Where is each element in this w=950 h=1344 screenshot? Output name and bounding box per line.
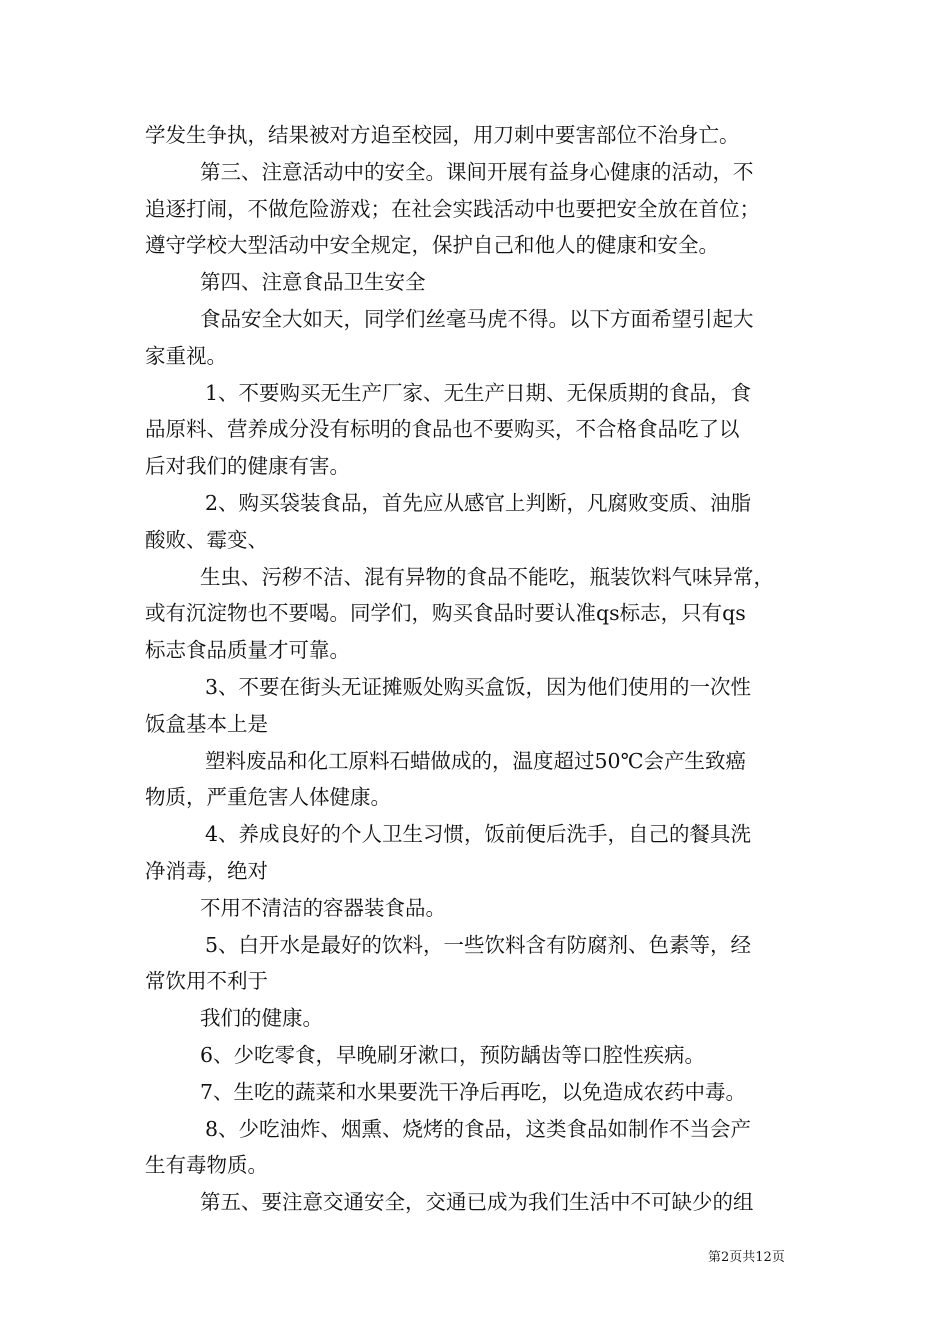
document-body — [145, 117, 813, 1221]
list-item: 4、养成良好的个人卫生习惯，饭前便后洗手，自己的餐具洗 — [205, 822, 752, 847]
text-line: 酸败、霉变、 — [145, 527, 268, 552]
text-line: 第三、注意活动中的安全。课间开展有益身心健康的活动，不 — [200, 159, 754, 184]
text-line: 我们的健康。 — [200, 1006, 323, 1031]
list-item: 8、少吃油炸、烟熏、烧烤的食品，这类食品如制作不当会产 — [205, 1116, 752, 1141]
text-line: 生虫、污秽不洁、混有异物的食品不能吃，瓶装饮料气味异常， — [200, 564, 774, 589]
list-item: 6、少吃零食，早晚刷牙漱口，预防龋齿等口腔性疾病。 — [200, 1042, 706, 1067]
text-line: 家重视。 — [145, 343, 227, 368]
section-heading: 第五、要注意交通安全，交通已成为我们生活中不可缺少的组 — [200, 1190, 754, 1215]
text-line: 食品安全大如天，同学们丝毫马虎不得。以下方面希望引起大 — [200, 306, 754, 331]
list-item: 5、白开水是最好的饮料，一些饮料含有防腐剂、色素等，经 — [205, 932, 752, 957]
list-item: 7、生吃的蔬菜和水果要洗干净后再吃，以免造成农药中毒。 — [200, 1079, 747, 1104]
page-number: 第2页共12页 — [708, 1250, 785, 1265]
text-line: 遵守学校大型活动中安全规定，保护自己和他人的健康和安全。 — [145, 233, 719, 258]
text-line: 饭盒基本上是 — [145, 711, 268, 736]
text-line: 塑料废品和化工原料石蜡做成的，温度超过50℃会产生致癌 — [205, 748, 747, 773]
text-line: 物质，严重危害人体健康。 — [145, 785, 391, 810]
text-line: 学发生争执，结果被对方追至校园，用刀刺中要害部位不治身亡。 — [145, 123, 740, 147]
text-line: 标志食品质量才可靠。 — [145, 638, 350, 663]
list-item: 2、购买袋装食品，首先应从感官上判断，凡腐败变质、油脂 — [205, 490, 752, 515]
text-line: 净消毒，绝对 — [145, 858, 268, 883]
text-line: 或有沉淀物也不要喝。同学们，购买食品时要认准qs标志，只有qs — [145, 601, 746, 626]
text-line: 生有毒物质。 — [145, 1153, 268, 1178]
text-line: 品原料、营养成分没有标明的食品也不要购买，不合格食品吃了以 — [145, 417, 740, 442]
list-item: 3、不要在街头无证摊贩处购买盒饭，因为他们使用的一次性 — [205, 674, 752, 699]
text-line: 追逐打闹，不做危险游戏；在社会实践活动中也要把安全放在首位； — [145, 196, 760, 221]
section-heading: 第四、注意食品卫生安全 — [200, 270, 426, 295]
text-line: 不用不清洁的容器装食品。 — [200, 895, 446, 920]
text-line: 常饮用不利于 — [145, 969, 268, 994]
text-line: 后对我们的健康有害。 — [145, 454, 350, 479]
list-item: 1、不要购买无生产厂家、无生产日期、无保质期的食品，食 — [205, 380, 752, 405]
